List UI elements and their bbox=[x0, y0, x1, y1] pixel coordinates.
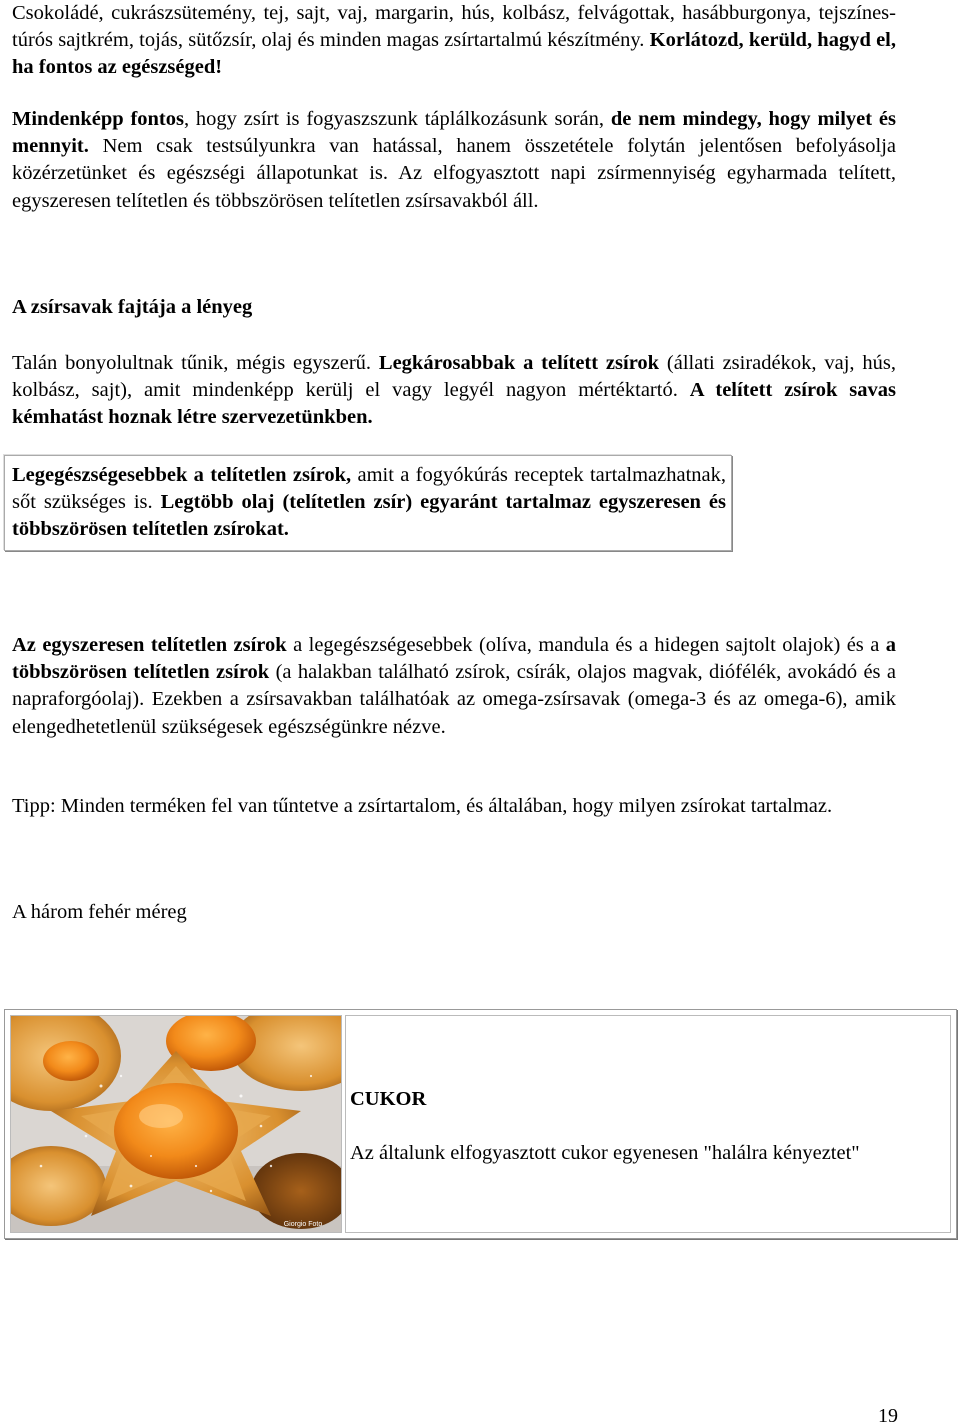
sugar-text-cell bbox=[345, 1015, 951, 1233]
bold-run: Mindenképp fontos bbox=[12, 108, 184, 130]
text-run: , hogy zsírt is fogyaszszunk táplálkozásunk során, bbox=[184, 108, 611, 130]
paragraph-foods bbox=[12, 0, 896, 82]
pastry-photo bbox=[10, 1015, 342, 1233]
text-run: (állati zsiradékok, vaj, hús, kolbász, sajt), amit mindenképp kerülj el vagy legyél nagyon mértéktartó. bbox=[12, 352, 896, 402]
text-run: amit a fogyókúrás receptek tartalmazhatnak, sőt szükséges is. bbox=[12, 464, 726, 514]
sugar-title: CUKOR bbox=[350, 1088, 427, 1110]
text-run: (a halakban található zsírok, csírák, olajos magvak, diófélék, avokádó és a napraforgóolaj). Ezekben a zsírsavakban találhatóak az omega-zsírsavak (omega-3 és az omega-6), amik elengedhetetlenül szükségesek egészségünkre nézve. bbox=[12, 661, 896, 738]
bold-run: Legkárosabbak a telített zsírok bbox=[378, 352, 660, 374]
highlight-box-text bbox=[12, 462, 726, 544]
bold-run: A telített zsírok savas kémhatást hoznak létre szervezetünkben. bbox=[12, 379, 896, 429]
paragraph-fat-importance bbox=[12, 106, 896, 215]
page-number: 19 bbox=[878, 1405, 898, 1427]
bold-run: a többszörösen telítetlen zsírok bbox=[12, 634, 896, 684]
bold-run: Az egyszeresen telítetlen zsírok bbox=[12, 634, 287, 656]
text-run: a legegészségesebbek (olíva, mandula és a hidegen sajtolt olajok) és a bbox=[286, 634, 886, 656]
bold-run: de nem mindegy, hogy milyet és mennyit. bbox=[12, 108, 896, 158]
tip-paragraph: Tipp: Minden terméken fel van tűntetve a zsírtartalom, és általában, hogy milyen zsírokat tartalmaz. bbox=[12, 795, 833, 817]
text-run: Talán bonyolultnak tűnik, mégis egyszerű. bbox=[12, 352, 379, 374]
paragraph-unsaturated-fats bbox=[12, 632, 896, 741]
section-heading-white-poisons: A három fehér méreg bbox=[12, 901, 187, 923]
bold-run: Legegészségesebbek a telítetlen zsírok, bbox=[12, 464, 352, 486]
bold-run: Korlátozd, kerüld, hagyd el, ha fontos az egészséged! bbox=[12, 29, 896, 79]
highlight-box bbox=[4, 455, 732, 551]
pastry-image bbox=[11, 1016, 341, 1232]
sugar-description: Az általunk elfogyasztott cukor egyenesen "halálra kényeztet" bbox=[350, 1142, 860, 1164]
paragraph-saturated-fats bbox=[12, 350, 896, 432]
bold-run: Legtöbb olaj (telítetlen zsír) egyaránt tartalmaz egyszeresen és többszörösen telítetlen zsírokat. bbox=[12, 491, 726, 541]
text-run: Nem csak testsúlyunkra van hatással, hanem összetétele folytán jelentősen befolyásolja közérzetünket és egészségi állapotunkat is. Az elfogyasztott napi zsírmennyiség egyharmada telített, egyszeresen telítetlen és többszörösen telítetlen zsírsavakból áll. bbox=[12, 135, 896, 212]
section-heading-fatty-acids: A zsírsavak fajtája a lényeg bbox=[12, 296, 253, 318]
sugar-table bbox=[4, 1009, 957, 1239]
text-run: Csokoládé, cukrászsütemény, tej, sajt, vaj, margarin, hús, kolbász, felvágottak, hasábburgonya, tejszínes-túrós sajtkrém, tojás, sütőzsír, olaj és minden magas zsírtartalmú készítmény. bbox=[12, 2, 896, 52]
photo-watermark: Giorgio Foto bbox=[283, 1221, 323, 1228]
